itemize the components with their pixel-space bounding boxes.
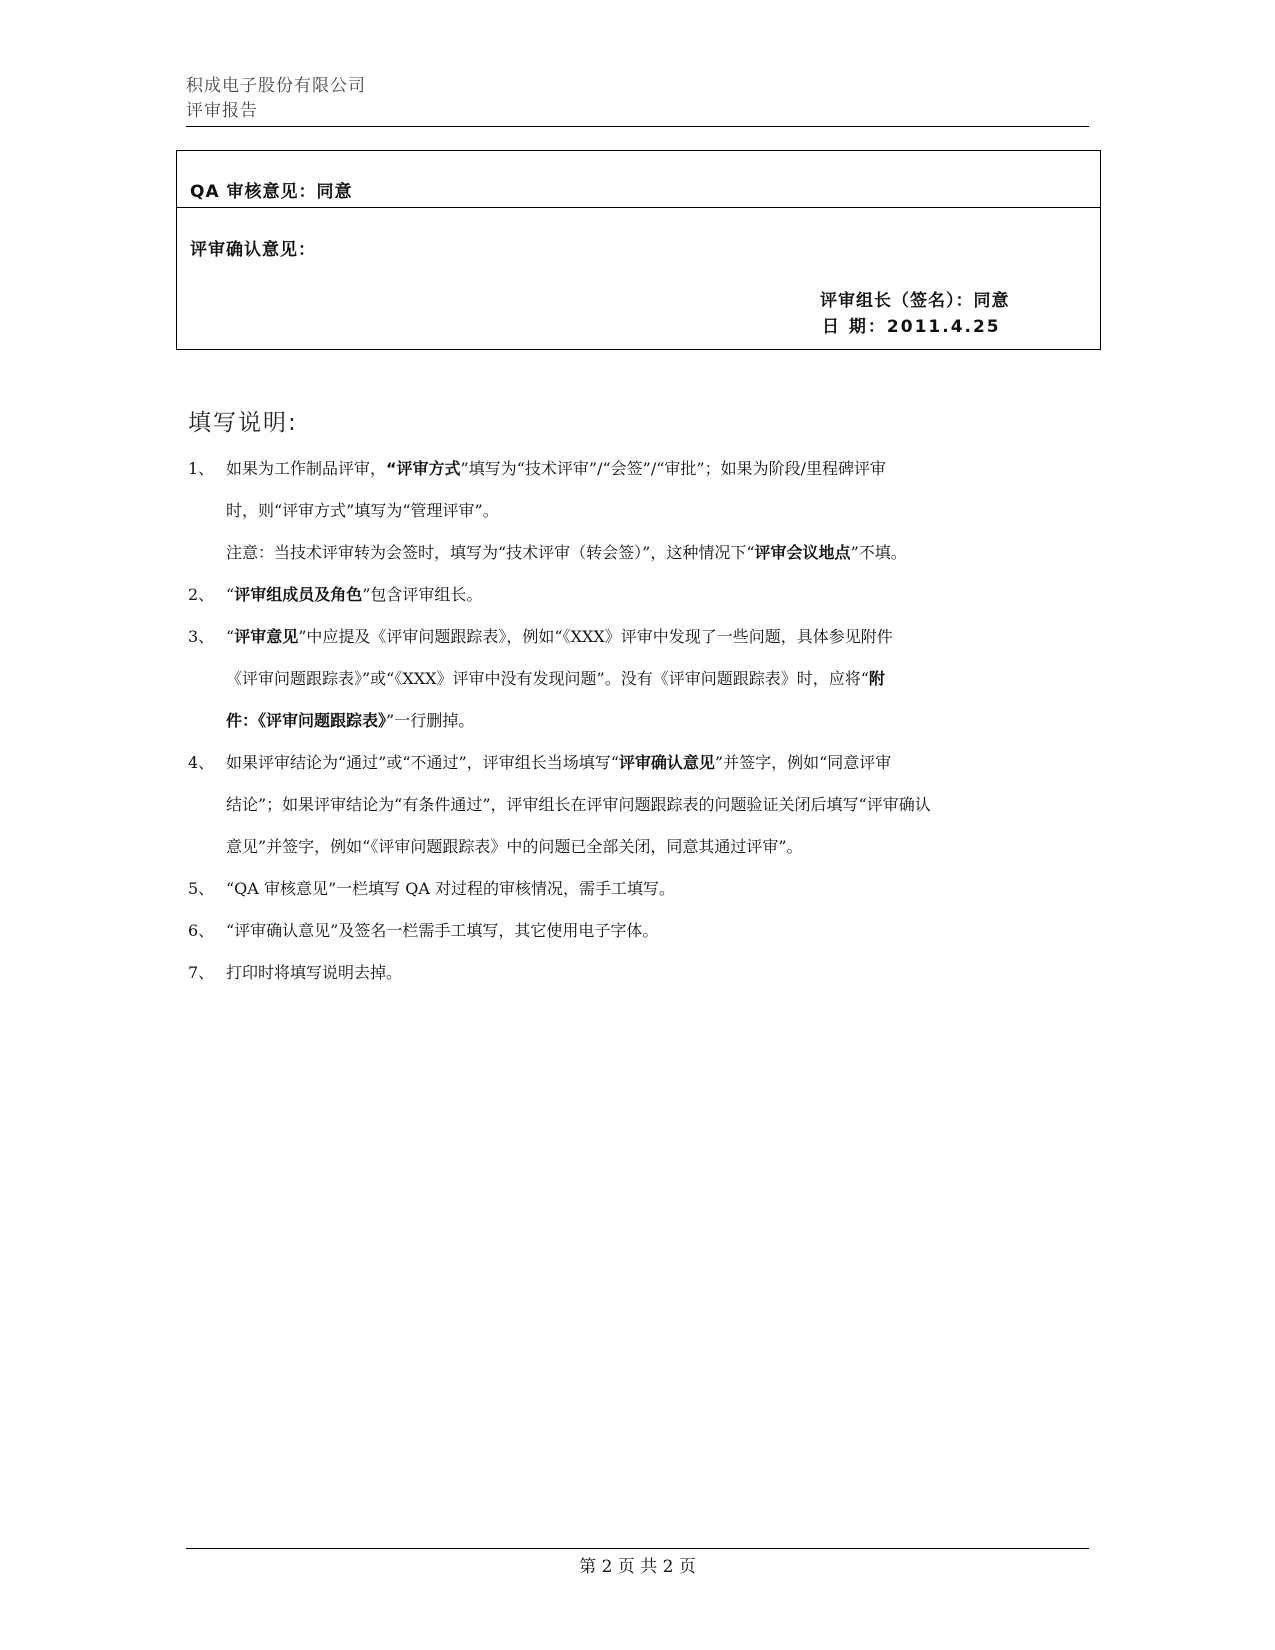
- text-segment: ”中应提及《评审问题跟踪表》，例如“《XXX》评审中发现了一些问题，具体参见附件: [298, 627, 893, 646]
- instruction-item-4: [188, 742, 1093, 868]
- page-number: 第 2 页 共 2 页: [579, 1557, 696, 1577]
- text-line: 意见”并签字，例如“《评审问题跟踪表》中的问题已全部关闭，同意其通过评审”。: [226, 837, 803, 856]
- item-number: 6、: [188, 921, 215, 940]
- item-number: 5、: [188, 879, 215, 898]
- instructions-title: 填写说明:: [188, 410, 298, 436]
- item-number: 3、: [188, 627, 215, 646]
- text-segment: ”并签字，例如“同意评审: [714, 753, 892, 772]
- qa-opinion-row: [177, 151, 1100, 208]
- text-segment: 如果为工作制品评审，: [226, 459, 387, 478]
- text-segment: 注意：当技术评审转为会签时，填写为“技术评审（转会签）”，这种情况下“: [226, 543, 755, 562]
- bold-text-segment: 评审意见: [234, 627, 299, 646]
- footer-divider: [186, 1548, 1089, 1549]
- text-line: “评审确认意见”及签名一栏需手工填写，其它使用电子字体。: [226, 921, 659, 940]
- review-form-table: [176, 150, 1101, 350]
- text-segment: ”包含评审组长。: [362, 585, 483, 604]
- instruction-item-2: [188, 574, 1093, 616]
- company-name: 积成电子股份有限公司: [186, 76, 366, 96]
- page-header: [186, 74, 366, 124]
- text-segment: “: [226, 585, 235, 604]
- qa-opinion-text: QA 审核意见：同意: [190, 182, 353, 202]
- item-number: 4、: [188, 753, 215, 772]
- text-segment: 如果评审结论为“通过”或“不通过”，评审组长当场填写“: [226, 753, 619, 772]
- bold-text-segment: “评审方式: [386, 459, 461, 478]
- text-line: 时，则“评审方式”填写为“管理评审”。: [226, 501, 499, 520]
- text-line: 打印时将填写说明去掉。: [226, 963, 403, 982]
- text-segment: ”一行删掉。: [386, 711, 475, 730]
- text-segment: 《评审问题跟踪表》”或“《XXX》评审中没有发现问题”。没有《评审问题跟踪表》时，应将“: [226, 669, 869, 688]
- item-number: 7、: [188, 963, 215, 982]
- text-segment: ”不填。: [850, 543, 907, 562]
- bold-text-segment: 件：《评审问题跟踪表》: [226, 711, 387, 730]
- instruction-item-6: [188, 910, 1093, 952]
- bold-text-segment: 评审确认意见: [618, 753, 715, 772]
- text-segment: “: [226, 627, 235, 646]
- document-type: 评审报告: [186, 101, 258, 121]
- instruction-item-1: [188, 448, 1093, 574]
- bold-text-segment: 评审组成员及角色: [234, 585, 363, 604]
- leader-signature: 评审组长（签名）：同意: [820, 291, 1010, 311]
- item-number: 1、: [188, 459, 215, 478]
- bold-text-segment: 评审会议地点: [754, 543, 851, 562]
- text-segment: ”填写为“技术评审”/“会签”/“审批”；如果为阶段/里程碑评审: [460, 459, 886, 478]
- text-line: “QA 审核意见”一栏填写 QA 对过程的审核情况，需手工填写。: [226, 879, 675, 898]
- item-number: 2、: [188, 585, 215, 604]
- review-date: 日 期：2011.4.25: [822, 317, 1001, 337]
- instructions-list: [188, 448, 1093, 994]
- instruction-item-7: [188, 952, 1093, 994]
- text-line: 结论”；如果评审结论为“有条件通过”，评审组长在评审问题跟踪表的问题验证关闭后填写“评审确认: [226, 795, 931, 814]
- confirm-opinion-title: 评审确认意见：: [190, 240, 316, 260]
- instruction-item-3: [188, 616, 1093, 742]
- bold-text-segment: 附: [868, 669, 885, 688]
- header-divider: [186, 126, 1089, 127]
- instruction-item-5: [188, 868, 1093, 910]
